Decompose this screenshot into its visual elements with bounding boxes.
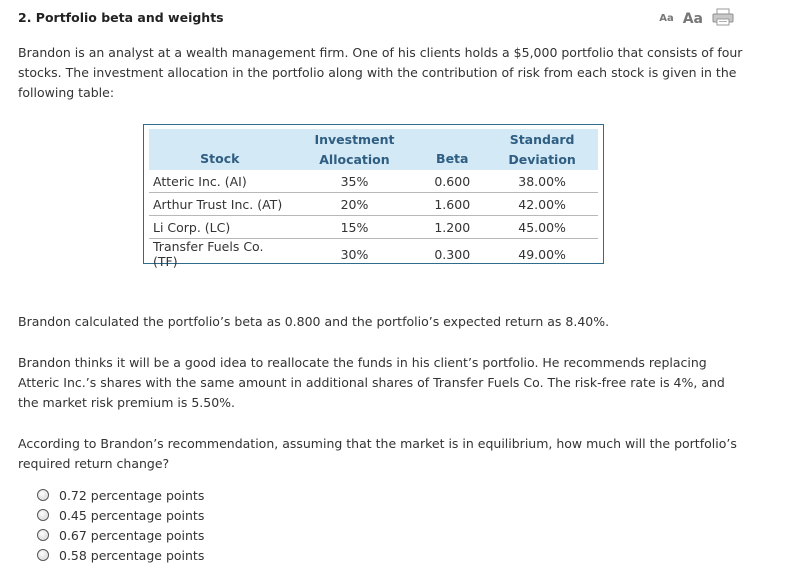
print-button[interactable] [712, 8, 734, 29]
answer-option[interactable] [37, 525, 204, 545]
answer-option-label[interactable]: 0.45 percentage points [59, 507, 205, 523]
cell-allocation: 35% [291, 170, 419, 193]
header-stock: Stock [200, 151, 240, 166]
cell-sd: 38.00% [486, 170, 598, 193]
portfolio-table [143, 124, 604, 269]
cell-sd: 49.00% [518, 246, 566, 262]
cell-beta: 1.600 [418, 193, 486, 216]
question-title: 2. Portfolio beta and weights [18, 10, 224, 25]
table-row [149, 170, 598, 193]
cell-allocation: 30% [340, 246, 369, 262]
table-row [149, 193, 598, 216]
answer-option-label[interactable]: 0.72 percentage points [59, 487, 205, 503]
answer-option[interactable] [37, 485, 204, 505]
cell-sd: 42.00% [486, 193, 598, 216]
cell-stock: Atteric Inc. (AI) [149, 170, 291, 193]
answer-options [37, 485, 204, 565]
header-standard-deviation [486, 129, 598, 170]
text-tools [659, 8, 734, 29]
table-row [149, 216, 598, 239]
cell-beta: 1.200 [418, 216, 486, 239]
cell-stock: Li Corp. (LC) [149, 216, 291, 239]
radio-button[interactable] [37, 549, 49, 561]
header-beta: Beta [436, 151, 469, 166]
header-sd-line2: Deviation [508, 151, 576, 167]
cell-sd: 45.00% [486, 216, 598, 239]
answer-option-label[interactable]: 0.58 percentage points [59, 547, 205, 563]
cell-beta: 0.600 [418, 170, 486, 193]
increase-text-size-button[interactable]: Aa [682, 10, 703, 27]
header-sd-line1: Standard [509, 131, 575, 147]
radio-button[interactable] [37, 509, 49, 521]
header-investment-line2: Allocation [319, 151, 390, 167]
answer-option[interactable] [37, 545, 204, 565]
table-row [149, 239, 598, 270]
cell-beta: 0.300 [434, 246, 471, 262]
recommendation-text: Brandon thinks it will be a good idea to reallocate the funds in his client’s portfolio. He recommends replacing Atteric Inc.’s shares with the same amount in additional shares of Transfer Fuels Co. The risk-free rate is 4%, and the market risk premium is 5.50%. [18, 355, 725, 410]
cell-stock: Arthur Trust Inc. (AT) [149, 193, 291, 216]
intro-text: Brandon is an analyst at a wealth management firm. One of his clients holds a $5,000 portfolio that consists of four stocks. The investment allocation in the portfolio along with the contribution of risk from each stock is given in the following table: [18, 45, 743, 100]
cell-allocation: 15% [291, 216, 419, 239]
header-investment-allocation [291, 129, 419, 170]
question-prompt: According to Brandon’s recommendation, assuming that the market is in equilibrium, how much will the portfolio’s required return change? [18, 436, 737, 471]
radio-button[interactable] [37, 489, 49, 501]
cell-allocation: 20% [291, 193, 419, 216]
print-icon [712, 8, 734, 26]
radio-button[interactable] [37, 529, 49, 541]
header-investment-line1: Investment [314, 131, 395, 147]
cell-stock: Transfer Fuels Co. (TF) [153, 239, 264, 269]
table-header-row [149, 129, 598, 170]
answer-option[interactable] [37, 505, 204, 525]
decrease-text-size-button[interactable]: Aa [659, 13, 674, 24]
answer-option-label[interactable]: 0.67 percentage points [59, 527, 205, 543]
calculation-text: Brandon calculated the portfolio’s beta as 0.800 and the portfolio’s expected return as 8.40%. [18, 314, 610, 329]
